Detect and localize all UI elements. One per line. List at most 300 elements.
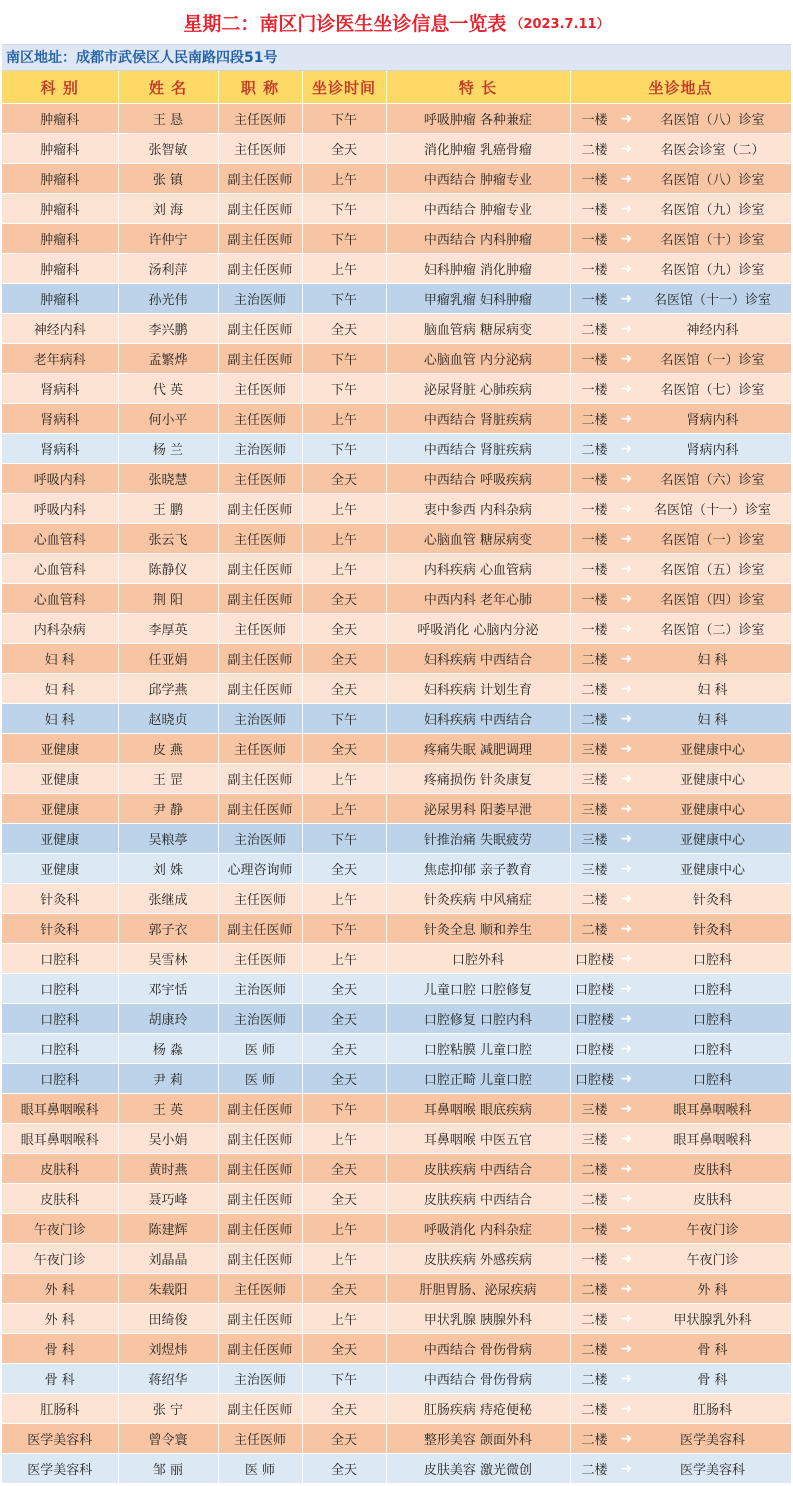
room-label: 名医馆（四）诊室 bbox=[660, 593, 765, 608]
specialty-cell: 内科疾病 心血管病 bbox=[386, 554, 570, 584]
time-cell: 全天 bbox=[302, 1154, 386, 1184]
title-cell: 主治医师 bbox=[218, 284, 302, 314]
location-cell bbox=[570, 194, 791, 224]
specialty-cell: 整形美容 颌面外科 bbox=[386, 1424, 570, 1454]
dept-cell: 亚健康 bbox=[2, 734, 118, 764]
arrow-right-icon: ➜ bbox=[620, 470, 633, 487]
time-cell: 下午 bbox=[302, 374, 386, 404]
table-row bbox=[2, 554, 791, 584]
time-cell: 下午 bbox=[302, 824, 386, 854]
specialty-cell: 脑血管病 糖尿病变 bbox=[386, 314, 570, 344]
title-cell: 主治医师 bbox=[218, 1004, 302, 1034]
room-label: 妇 科 bbox=[697, 683, 728, 698]
name-cell: 许仲宁 bbox=[118, 224, 218, 254]
floor-label: 二楼 bbox=[581, 1163, 608, 1178]
floor-label: 一楼 bbox=[581, 263, 608, 278]
table-row bbox=[2, 254, 791, 284]
arrow-right-icon: ➜ bbox=[620, 1370, 633, 1387]
title-cell: 副主任医师 bbox=[218, 164, 302, 194]
name-cell: 邹 丽 bbox=[118, 1454, 218, 1484]
room-label: 午夜门诊 bbox=[686, 1223, 739, 1238]
specialty-cell: 中西结合 肿瘤专业 bbox=[386, 194, 570, 224]
room-label: 医学美容科 bbox=[679, 1433, 745, 1448]
floor-label: 三楼 bbox=[581, 743, 608, 758]
specialty-cell: 耳鼻咽喉 中医五官 bbox=[386, 1124, 570, 1154]
dept-cell: 骨 科 bbox=[2, 1364, 118, 1394]
name-cell: 尹 静 bbox=[118, 794, 218, 824]
floor-label: 二楼 bbox=[581, 1463, 608, 1478]
name-cell: 刘煜炜 bbox=[118, 1334, 218, 1364]
dept-cell: 心血管科 bbox=[2, 554, 118, 584]
time-cell: 全天 bbox=[302, 1034, 386, 1064]
floor-label: 一楼 bbox=[581, 383, 608, 398]
dept-cell: 骨 科 bbox=[2, 1334, 118, 1364]
room-label: 骨 科 bbox=[697, 1343, 728, 1358]
title-cell: 心理咨询师 bbox=[218, 854, 302, 884]
table-row bbox=[2, 1274, 791, 1304]
specialty-cell: 皮肤疾病 外感疾病 bbox=[386, 1244, 570, 1274]
floor-label: 二楼 bbox=[581, 1193, 608, 1208]
room-label: 名医馆（八）诊室 bbox=[660, 113, 765, 128]
arrow-right-icon: ➜ bbox=[620, 1250, 633, 1267]
room-label: 名医馆（二）诊室 bbox=[660, 623, 765, 638]
name-cell: 曾令寰 bbox=[118, 1424, 218, 1454]
name-cell: 张晓慧 bbox=[118, 464, 218, 494]
arrow-right-icon: ➜ bbox=[620, 110, 633, 127]
dept-cell: 呼吸内科 bbox=[2, 464, 118, 494]
floor-label: 二楼 bbox=[581, 1373, 608, 1388]
floor-label: 三楼 bbox=[581, 1103, 608, 1118]
table-row bbox=[2, 314, 791, 344]
name-cell: 陈静仪 bbox=[118, 554, 218, 584]
room-label: 肛肠科 bbox=[692, 1403, 732, 1418]
name-cell: 张 宁 bbox=[118, 1394, 218, 1424]
room-label: 名医馆（六）诊室 bbox=[660, 473, 765, 488]
dept-cell: 皮肤科 bbox=[2, 1184, 118, 1214]
floor-label: 二楼 bbox=[581, 1403, 608, 1418]
arrow-right-icon: ➜ bbox=[620, 410, 633, 427]
dept-cell: 午夜门诊 bbox=[2, 1244, 118, 1274]
floor-label: 二楼 bbox=[581, 1433, 608, 1448]
room-label: 肾病内科 bbox=[686, 413, 739, 428]
location-cell bbox=[570, 434, 791, 464]
title-cell: 副主任医师 bbox=[218, 644, 302, 674]
room-label: 名医馆（一）诊室 bbox=[660, 353, 765, 368]
arrow-right-icon: ➜ bbox=[620, 1220, 633, 1237]
name-cell: 汤利萍 bbox=[118, 254, 218, 284]
name-cell: 田绮俊 bbox=[118, 1304, 218, 1334]
floor-label: 一楼 bbox=[581, 1223, 608, 1238]
floor-label: 口腔楼 bbox=[574, 1073, 614, 1088]
arrow-right-icon: ➜ bbox=[620, 830, 633, 847]
dept-cell: 针灸科 bbox=[2, 914, 118, 944]
table-row bbox=[2, 584, 791, 614]
time-cell: 上午 bbox=[302, 944, 386, 974]
time-cell: 下午 bbox=[302, 104, 386, 134]
specialty-cell: 泌尿男科 阳萎早泄 bbox=[386, 794, 570, 824]
location-cell bbox=[570, 1004, 791, 1034]
name-cell: 刘 海 bbox=[118, 194, 218, 224]
specialty-cell: 针灸全息 顺和养生 bbox=[386, 914, 570, 944]
arrow-right-icon: ➜ bbox=[620, 1070, 633, 1087]
specialty-cell: 口腔修复 口腔内科 bbox=[386, 1004, 570, 1034]
title-cell: 副主任医师 bbox=[218, 194, 302, 224]
floor-label: 二楼 bbox=[581, 323, 608, 338]
specialty-cell: 衷中参西 内科杂病 bbox=[386, 494, 570, 524]
name-cell: 吴雪林 bbox=[118, 944, 218, 974]
location-cell bbox=[570, 224, 791, 254]
table-row bbox=[2, 704, 791, 734]
title-cell: 副主任医师 bbox=[218, 1304, 302, 1334]
arrow-right-icon: ➜ bbox=[620, 590, 633, 607]
header-name: 姓 名 bbox=[118, 71, 218, 104]
arrow-right-icon: ➜ bbox=[620, 1010, 633, 1027]
arrow-right-icon: ➜ bbox=[620, 950, 633, 967]
room-label: 亚健康中心 bbox=[679, 803, 745, 818]
name-cell: 孙光伟 bbox=[118, 284, 218, 314]
name-cell: 黄时燕 bbox=[118, 1154, 218, 1184]
time-cell: 上午 bbox=[302, 1244, 386, 1274]
header-dept: 科 别 bbox=[2, 71, 118, 104]
table-row bbox=[2, 404, 791, 434]
dept-cell: 针灸科 bbox=[2, 884, 118, 914]
floor-label: 三楼 bbox=[581, 833, 608, 848]
name-cell: 尹 莉 bbox=[118, 1064, 218, 1094]
location-cell bbox=[570, 854, 791, 884]
room-label: 名医馆（九）诊室 bbox=[660, 263, 765, 278]
room-label: 午夜门诊 bbox=[686, 1253, 739, 1268]
location-cell bbox=[570, 1184, 791, 1214]
room-label: 甲状腺乳外科 bbox=[673, 1313, 752, 1328]
room-label: 口腔科 bbox=[692, 1073, 732, 1088]
table-row bbox=[2, 134, 791, 164]
location-cell bbox=[570, 584, 791, 614]
floor-label: 一楼 bbox=[581, 203, 608, 218]
floor-label: 二楼 bbox=[581, 683, 608, 698]
room-label: 口腔科 bbox=[692, 1013, 732, 1028]
title-cell: 副主任医师 bbox=[218, 794, 302, 824]
time-cell: 全天 bbox=[302, 1424, 386, 1454]
arrow-right-icon: ➜ bbox=[620, 980, 633, 997]
room-label: 名医馆（五）诊室 bbox=[660, 563, 765, 578]
floor-label: 一楼 bbox=[581, 233, 608, 248]
dept-cell: 神经内科 bbox=[2, 314, 118, 344]
specialty-cell: 妇科疾病 中西结合 bbox=[386, 704, 570, 734]
arrow-right-icon: ➜ bbox=[620, 860, 633, 877]
room-label: 口腔科 bbox=[692, 953, 732, 968]
table-row bbox=[2, 614, 791, 644]
name-cell: 赵晓贞 bbox=[118, 704, 218, 734]
table-row bbox=[2, 284, 791, 314]
room-label: 亚健康中心 bbox=[679, 743, 745, 758]
specialty-cell: 泌尿肾脏 心肺疾病 bbox=[386, 374, 570, 404]
table-row bbox=[2, 1094, 791, 1124]
title-cell: 副主任医师 bbox=[218, 554, 302, 584]
table-row bbox=[2, 1184, 791, 1214]
floor-label: 一楼 bbox=[581, 1253, 608, 1268]
location-cell bbox=[570, 314, 791, 344]
time-cell: 全天 bbox=[302, 1274, 386, 1304]
dept-cell: 肾病科 bbox=[2, 434, 118, 464]
table-row bbox=[2, 1394, 791, 1424]
dept-cell: 眼耳鼻咽喉科 bbox=[2, 1124, 118, 1154]
time-cell: 上午 bbox=[302, 554, 386, 584]
time-cell: 全天 bbox=[302, 614, 386, 644]
name-cell: 聂巧峰 bbox=[118, 1184, 218, 1214]
dept-cell: 肿瘤科 bbox=[2, 194, 118, 224]
specialty-cell: 口腔粘膜 儿童口腔 bbox=[386, 1034, 570, 1064]
location-cell bbox=[570, 704, 791, 734]
location-cell bbox=[570, 1094, 791, 1124]
arrow-right-icon: ➜ bbox=[620, 350, 633, 367]
header-time: 坐诊时间 bbox=[302, 71, 386, 104]
specialty-cell: 消化肿瘤 乳癌骨瘤 bbox=[386, 134, 570, 164]
floor-label: 三楼 bbox=[581, 803, 608, 818]
title-cell: 主任医师 bbox=[218, 464, 302, 494]
title-cell: 主任医师 bbox=[218, 104, 302, 134]
specialty-cell: 妇科肿瘤 消化肿瘤 bbox=[386, 254, 570, 284]
arrow-right-icon: ➜ bbox=[620, 800, 633, 817]
arrow-right-icon: ➜ bbox=[620, 710, 633, 727]
arrow-right-icon: ➜ bbox=[620, 260, 633, 277]
location-cell bbox=[570, 674, 791, 704]
dept-cell: 肿瘤科 bbox=[2, 284, 118, 314]
dept-cell: 外 科 bbox=[2, 1274, 118, 1304]
title-cell: 医 师 bbox=[218, 1454, 302, 1484]
time-cell: 上午 bbox=[302, 254, 386, 284]
specialty-cell: 疼痛失眠 减肥调理 bbox=[386, 734, 570, 764]
table-row bbox=[2, 1034, 791, 1064]
floor-label: 二楼 bbox=[581, 413, 608, 428]
dept-cell: 亚健康 bbox=[2, 824, 118, 854]
time-cell: 上午 bbox=[302, 524, 386, 554]
specialty-cell: 中西内科 老年心肺 bbox=[386, 584, 570, 614]
floor-label: 二楼 bbox=[581, 1343, 608, 1358]
table-row bbox=[2, 434, 791, 464]
name-cell: 陈建辉 bbox=[118, 1214, 218, 1244]
dept-cell: 口腔科 bbox=[2, 974, 118, 1004]
table-row bbox=[2, 1214, 791, 1244]
room-label: 名医馆（八）诊室 bbox=[660, 173, 765, 188]
room-label: 亚健康中心 bbox=[679, 773, 745, 788]
floor-label: 二楼 bbox=[581, 893, 608, 908]
specialty-cell: 口腔正畸 儿童口腔 bbox=[386, 1064, 570, 1094]
room-label: 名医馆（十）诊室 bbox=[660, 233, 765, 248]
title-cell: 副主任医师 bbox=[218, 1394, 302, 1424]
name-cell: 王 英 bbox=[118, 1094, 218, 1124]
time-cell: 全天 bbox=[302, 584, 386, 614]
arrow-right-icon: ➜ bbox=[620, 1460, 633, 1477]
arrow-right-icon: ➜ bbox=[620, 500, 633, 517]
location-cell bbox=[570, 554, 791, 584]
specialty-cell: 中西结合 骨伤骨病 bbox=[386, 1364, 570, 1394]
arrow-right-icon: ➜ bbox=[620, 530, 633, 547]
dept-cell: 亚健康 bbox=[2, 764, 118, 794]
name-cell: 杨 兰 bbox=[118, 434, 218, 464]
time-cell: 下午 bbox=[302, 284, 386, 314]
time-cell: 下午 bbox=[302, 194, 386, 224]
table-row bbox=[2, 1154, 791, 1184]
title-cell: 主任医师 bbox=[218, 524, 302, 554]
room-label: 针灸科 bbox=[692, 893, 732, 908]
location-cell bbox=[570, 824, 791, 854]
room-label: 眼耳鼻咽喉科 bbox=[673, 1103, 752, 1118]
arrow-right-icon: ➜ bbox=[620, 770, 633, 787]
time-cell: 全天 bbox=[302, 1394, 386, 1424]
time-cell: 下午 bbox=[302, 434, 386, 464]
specialty-cell: 皮肤美容 激光微创 bbox=[386, 1454, 570, 1484]
floor-label: 一楼 bbox=[581, 293, 608, 308]
room-label: 神经内科 bbox=[686, 323, 739, 338]
floor-label: 一楼 bbox=[581, 593, 608, 608]
dept-cell: 呼吸内科 bbox=[2, 494, 118, 524]
specialty-cell: 妇科疾病 计划生育 bbox=[386, 674, 570, 704]
name-cell: 任亚娟 bbox=[118, 644, 218, 674]
dept-cell: 口腔科 bbox=[2, 1034, 118, 1064]
room-label: 皮肤科 bbox=[692, 1163, 732, 1178]
title-cell: 主任医师 bbox=[218, 734, 302, 764]
location-cell bbox=[570, 1394, 791, 1424]
floor-label: 口腔楼 bbox=[574, 983, 614, 998]
specialty-cell: 心脑血管 糖尿病变 bbox=[386, 524, 570, 554]
table-row bbox=[2, 944, 791, 974]
dept-cell: 肿瘤科 bbox=[2, 224, 118, 254]
time-cell: 全天 bbox=[302, 1454, 386, 1484]
room-label: 名医会诊室（二） bbox=[660, 143, 765, 158]
room-label: 妇 科 bbox=[697, 653, 728, 668]
room-label: 皮肤科 bbox=[692, 1193, 732, 1208]
arrow-right-icon: ➜ bbox=[620, 200, 633, 217]
dept-cell: 亚健康 bbox=[2, 794, 118, 824]
specialty-cell: 呼吸消化 心脑内分泌 bbox=[386, 614, 570, 644]
address-bar: 南区地址：成都市武侯区人民南路四段51号 bbox=[2, 44, 791, 71]
table-body bbox=[2, 104, 791, 1484]
arrow-right-icon: ➜ bbox=[620, 1040, 633, 1057]
specialty-cell: 口腔外科 bbox=[386, 944, 570, 974]
room-label: 名医馆（一）诊室 bbox=[660, 533, 765, 548]
room-label: 名医馆（七）诊室 bbox=[660, 383, 765, 398]
name-cell: 刘 姝 bbox=[118, 854, 218, 884]
time-cell: 全天 bbox=[302, 1064, 386, 1094]
table-row bbox=[2, 524, 791, 554]
arrow-right-icon: ➜ bbox=[620, 170, 633, 187]
room-label: 口腔科 bbox=[692, 1043, 732, 1058]
title-cell: 主任医师 bbox=[218, 1274, 302, 1304]
table-row bbox=[2, 344, 791, 374]
floor-label: 一楼 bbox=[581, 533, 608, 548]
header-location: 坐诊地点 bbox=[570, 71, 791, 104]
dept-cell: 医学美容科 bbox=[2, 1424, 118, 1454]
time-cell: 下午 bbox=[302, 1364, 386, 1394]
name-cell: 吴粮葶 bbox=[118, 824, 218, 854]
floor-label: 二楼 bbox=[581, 923, 608, 938]
dept-cell: 肛肠科 bbox=[2, 1394, 118, 1424]
title-cell: 主治医师 bbox=[218, 974, 302, 1004]
specialty-cell: 甲瘤乳瘤 妇科肿瘤 bbox=[386, 284, 570, 314]
table-row bbox=[2, 104, 791, 134]
arrow-right-icon: ➜ bbox=[620, 920, 633, 937]
time-cell: 上午 bbox=[302, 164, 386, 194]
name-cell: 张智敏 bbox=[118, 134, 218, 164]
room-label: 口腔科 bbox=[692, 983, 732, 998]
title-cell: 主任医师 bbox=[218, 944, 302, 974]
arrow-right-icon: ➜ bbox=[620, 230, 633, 247]
floor-label: 三楼 bbox=[581, 773, 608, 788]
time-cell: 上午 bbox=[302, 494, 386, 524]
header-specialty: 特 长 bbox=[386, 71, 570, 104]
table-row bbox=[2, 764, 791, 794]
dept-cell: 肿瘤科 bbox=[2, 254, 118, 284]
specialty-cell: 中西结合 肿瘤专业 bbox=[386, 164, 570, 194]
table-row bbox=[2, 224, 791, 254]
specialty-cell: 针灸疾病 中风痛症 bbox=[386, 884, 570, 914]
arrow-right-icon: ➜ bbox=[620, 1130, 633, 1147]
location-cell bbox=[570, 494, 791, 524]
name-cell: 张云飞 bbox=[118, 524, 218, 554]
time-cell: 全天 bbox=[302, 134, 386, 164]
table-row bbox=[2, 194, 791, 224]
arrow-right-icon: ➜ bbox=[620, 1280, 633, 1297]
arrow-right-icon: ➜ bbox=[620, 1340, 633, 1357]
specialty-cell: 中西结合 内科肿瘤 bbox=[386, 224, 570, 254]
floor-label: 一楼 bbox=[581, 473, 608, 488]
arrow-right-icon: ➜ bbox=[620, 890, 633, 907]
dept-cell: 口腔科 bbox=[2, 1004, 118, 1034]
name-cell: 孟繁烨 bbox=[118, 344, 218, 374]
floor-label: 一楼 bbox=[581, 503, 608, 518]
table-row bbox=[2, 1304, 791, 1334]
floor-label: 二楼 bbox=[581, 143, 608, 158]
dept-cell: 心血管科 bbox=[2, 584, 118, 614]
name-cell: 杨 淼 bbox=[118, 1034, 218, 1064]
table-row bbox=[2, 1334, 791, 1364]
time-cell: 全天 bbox=[302, 854, 386, 884]
title-date: （2023.7.11） bbox=[510, 16, 610, 32]
specialty-cell: 针推治痛 失眠疲劳 bbox=[386, 824, 570, 854]
title-cell: 副主任医师 bbox=[218, 314, 302, 344]
location-cell bbox=[570, 524, 791, 554]
location-cell bbox=[570, 104, 791, 134]
arrow-right-icon: ➜ bbox=[620, 140, 633, 157]
specialty-cell: 心脑血管 内分泌病 bbox=[386, 344, 570, 374]
arrow-right-icon: ➜ bbox=[620, 1400, 633, 1417]
location-cell bbox=[570, 164, 791, 194]
time-cell: 全天 bbox=[302, 974, 386, 1004]
dept-cell: 眼耳鼻咽喉科 bbox=[2, 1094, 118, 1124]
floor-label: 三楼 bbox=[581, 863, 608, 878]
table-row bbox=[2, 1364, 791, 1394]
specialty-cell: 甲状乳腺 胰腺外科 bbox=[386, 1304, 570, 1334]
title-cell: 主治医师 bbox=[218, 434, 302, 464]
title-cell: 副主任医师 bbox=[218, 1154, 302, 1184]
name-cell: 李兴鹏 bbox=[118, 314, 218, 344]
dept-cell: 肾病科 bbox=[2, 374, 118, 404]
table-row bbox=[2, 734, 791, 764]
location-cell bbox=[570, 1364, 791, 1394]
name-cell: 荆 阳 bbox=[118, 584, 218, 614]
dept-cell: 亚健康 bbox=[2, 854, 118, 884]
arrow-right-icon: ➜ bbox=[620, 650, 633, 667]
title-cell: 副主任医师 bbox=[218, 914, 302, 944]
dept-cell: 口腔科 bbox=[2, 944, 118, 974]
floor-label: 二楼 bbox=[581, 1283, 608, 1298]
table-row bbox=[2, 674, 791, 704]
time-cell: 上午 bbox=[302, 1124, 386, 1154]
location-cell bbox=[570, 884, 791, 914]
time-cell: 下午 bbox=[302, 914, 386, 944]
title-cell: 副主任医师 bbox=[218, 254, 302, 284]
time-cell: 全天 bbox=[302, 464, 386, 494]
